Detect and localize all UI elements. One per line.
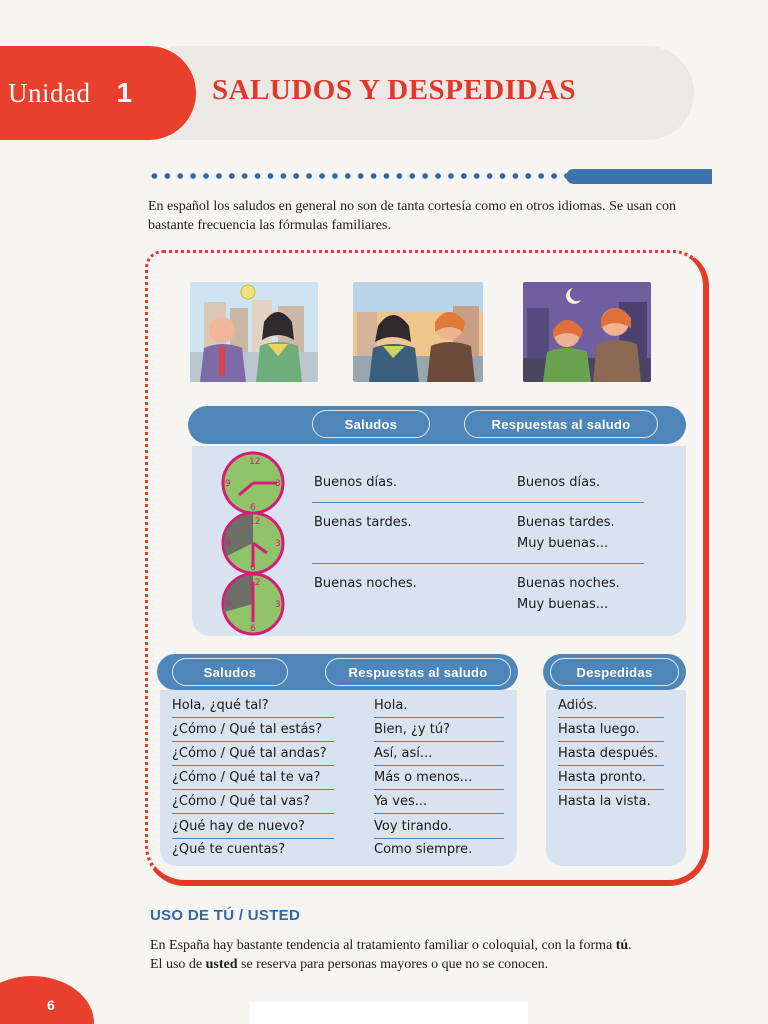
list-item: Hola, ¿qué tal?: [172, 694, 334, 718]
morning-clock-icon: [221, 451, 285, 520]
svg-text:12: 12: [249, 578, 261, 588]
section-bold-term: usted: [205, 957, 238, 972]
unit-tab: [0, 46, 196, 140]
afternoon-greeting-illustration: [353, 282, 483, 382]
time-saludo: Buenos días.: [314, 475, 397, 490]
despedidas-header: [543, 654, 686, 690]
list-item: Bien, ¿y tú?: [374, 718, 504, 742]
section-bold-term: tú: [615, 938, 629, 953]
list-item: Hasta después.: [558, 742, 664, 766]
svg-text:3: 3: [275, 479, 281, 489]
saludos-header-pill: Saludos: [312, 410, 430, 438]
list-item: Como siempre.: [374, 842, 473, 857]
list-item: ¿Cómo / Qué tal estás?: [172, 718, 334, 742]
list-item: Hasta luego.: [558, 718, 664, 742]
respuestas-header-pill: Respuestas al saludo: [464, 410, 658, 438]
svg-text:9: 9: [225, 479, 231, 489]
row-divider: [312, 502, 644, 503]
list-item: Ya ves...: [374, 790, 504, 814]
section-text: En España hay bastante tendencia al tratamiento familiar o coloquial, con la forma: [150, 938, 616, 953]
morning-greeting-illustration: [190, 282, 318, 382]
afternoon-clock-icon: [221, 511, 285, 580]
time-respuesta: Buenas noches.: [517, 576, 620, 591]
list-item: ¿Qué te cuentas?: [172, 842, 286, 857]
page-title: SALUDOS Y DESPEDIDAS: [212, 74, 576, 106]
night-clock-icon: [221, 572, 285, 641]
intro-paragraph: En español los saludos en general no son de tanta cortesía como en otros idiomas. Se usan con bastante frecuencia las fórmulas familiares.: [148, 199, 676, 233]
list-item: Adiós.: [558, 694, 664, 718]
page-number-badge: [0, 976, 94, 1024]
list-item: ¿Cómo / Qué tal vas?: [172, 790, 334, 814]
list-item: Hasta pronto.: [558, 766, 664, 790]
time-respuesta: Muy buenas...: [517, 597, 609, 612]
section-text: El uso de: [150, 957, 206, 972]
svg-text:6: 6: [250, 624, 256, 634]
svg-text:9: 9: [225, 600, 231, 610]
svg-text:12: 12: [249, 517, 261, 527]
row-divider: [312, 563, 644, 564]
unit-label: Unidad: [8, 77, 91, 108]
divider-bar: [566, 169, 712, 184]
list-item: Hasta la vista.: [558, 794, 651, 809]
list-item: Voy tirando.: [374, 815, 504, 839]
list-item: ¿Cómo / Qué tal andas?: [172, 742, 334, 766]
footer-bar: [250, 1002, 528, 1024]
list-item: Hola.: [374, 694, 504, 718]
time-saludo: Buenas noches.: [314, 576, 417, 591]
svg-text:12: 12: [249, 457, 261, 467]
svg-text:3: 3: [275, 600, 281, 610]
list-item: ¿Cómo / Qué tal te va?: [172, 766, 334, 790]
time-respuesta: Buenos días.: [517, 475, 600, 490]
svg-text:9: 9: [225, 539, 231, 549]
despedidas-header-pill: Despedidas: [550, 658, 679, 686]
respuestas-header-pill: Respuestas al saludo: [325, 658, 511, 686]
saludos-header-pill: Saludos: [172, 658, 288, 686]
list-item: Así, así...: [374, 742, 504, 766]
svg-text:6: 6: [250, 563, 256, 573]
svg-text:6: 6: [250, 503, 256, 513]
night-greeting-illustration: [523, 282, 651, 382]
section-paragraph: [150, 936, 710, 974]
list-item: Más o menos...: [374, 766, 504, 790]
section-text: .: [628, 938, 632, 953]
svg-text:3: 3: [275, 539, 281, 549]
time-respuesta: Muy buenas...: [517, 536, 609, 551]
time-saludo: Buenas tardes.: [314, 515, 412, 530]
time-respuesta: Buenas tardes.: [517, 515, 615, 530]
informal-greetings-header: [157, 654, 518, 690]
page-number: 6: [47, 997, 55, 1013]
section-text: se reserva para personas mayores o que no se conocen.: [237, 957, 549, 972]
list-item: ¿Qué hay de nuevo?: [172, 815, 334, 839]
section-title: USO DE TÚ / USTED: [150, 907, 301, 924]
unit-number: 1: [116, 77, 133, 108]
time-greetings-header: [188, 406, 686, 444]
dotted-divider: [148, 170, 568, 182]
